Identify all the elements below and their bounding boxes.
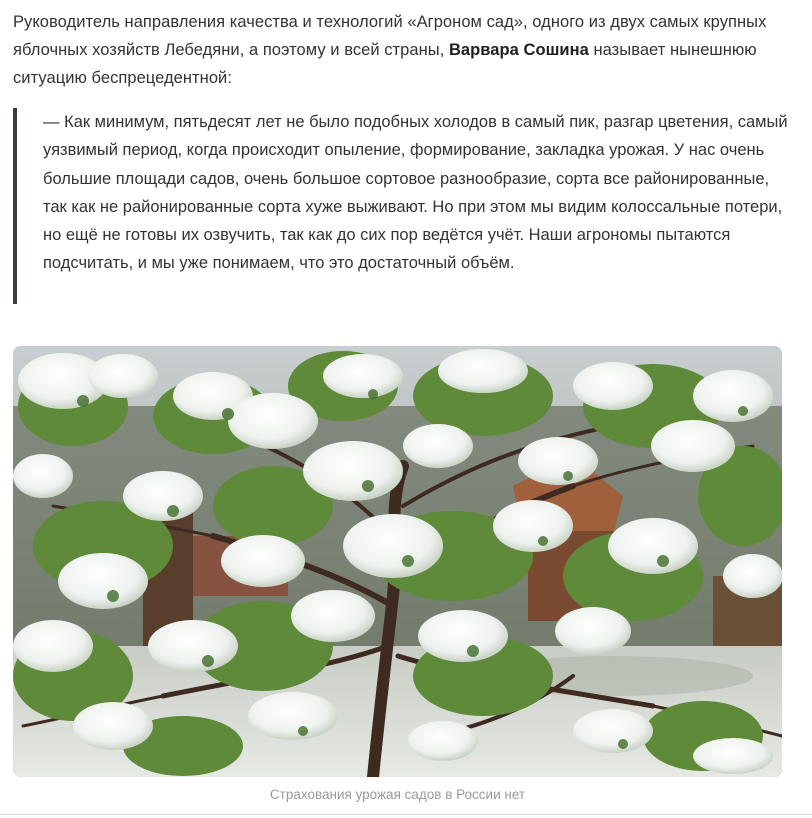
article: [13, 8, 803, 802]
quote-block: [13, 108, 788, 304]
snowy-apple-tree-image: [13, 346, 782, 777]
intro-text-end: называет нынешнюю ситуацию беспрецедентной:: [13, 41, 757, 87]
intro-paragraph: [13, 8, 803, 92]
quote-text: — Как минимум, пятьдесят лет не было подобных холодов в самый пик, разгар цветения, самый уязвимый период, когда происходит опыление, формирование, закладка урожая. У нас очень большие площади садов, очень большое сортовое разнообразие, сорта все районированные, так как не районированные сорта хуже выживают. Но при этом мы видим колоссальные потери, но ещё не готовы их озвучить, так как до сих пор ведётся учёт. Наши агрономы пытаются подсчитать, и мы уже понимаем, что это достаточный объём.: [43, 113, 788, 273]
speaker-name: Варвара Сошина: [448, 41, 589, 59]
article-photo: [13, 346, 782, 777]
photo-caption: Страхования урожая садов в России нет: [269, 787, 526, 802]
bottom-divider: [0, 814, 812, 815]
intro-text-start: Руководитель направления качества и технологий «Агроном сад», одного из двух самых крупных яблочных хозяйств Лебедяни, а поэтому и всей страны,: [13, 13, 767, 59]
